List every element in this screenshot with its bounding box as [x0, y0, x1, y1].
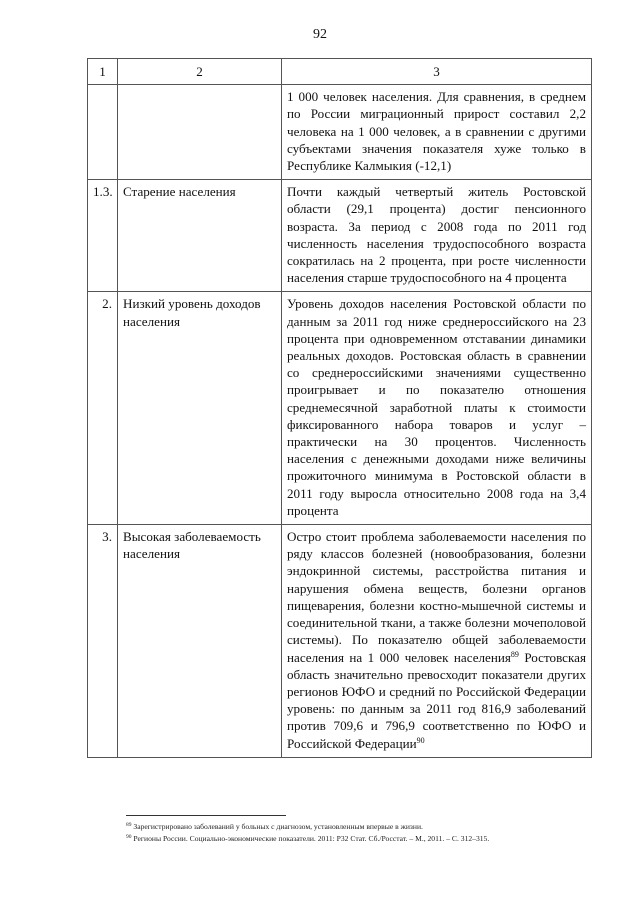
row-description: Почти каждый четвертый житель Ростовской области (29,1 процента) достиг пенсионного возраста. За период с 2008 года по 2011 год численность населения трудоспособного возраста сократилась на 2 процента, при росте численности населения старше трудоспособного на 4 процента — [282, 180, 592, 292]
table-row — [88, 85, 592, 180]
footnote-mark: 89 — [126, 822, 132, 828]
row-description: Уровень доходов населения Ростовской области по данным за 2011 год ниже среднероссийского на 23 процента при одновременном отставании динамики реальных доходов. Ростовская область в сравнении со среднероссийскими значениями существенно проигрывает и по показателю отношения среднемесячной заработной платы к стоимости фиксированного набора товаров и услуг – практически на 30 процентов. Численность населения с денежными доходами ниже величины прожиточного минимума в Ростовской области в 2011 году выросла относительно 2008 года на 3,4 процента — [282, 292, 592, 525]
table-row — [88, 525, 592, 758]
row-description — [282, 525, 592, 758]
row-description: 1 000 человек населения. Для сравнения, в среднем по России миграционный прирост составил 2,2 человека на 1 000 человек, а в сравнении с другими субъектами значения показателя хуже только в Республике Калмыкия (-12,1) — [282, 85, 592, 180]
row-number: 1.3. — [88, 180, 118, 292]
column-header-1: 1 — [88, 59, 118, 85]
footnote-ref-90[interactable]: 90 — [416, 735, 425, 745]
footnote-text: Зарегистрировано заболеваний у больных с диагнозом, установленным впервые в жизни. — [133, 822, 423, 831]
footnote-text: Регионы России. Социально-экономические показатели. 2011: Р32 Стат. Сб./Росстат. – М., 2011. – С. 312–315. — [133, 834, 490, 843]
footnotes — [126, 821, 596, 845]
row-number — [88, 85, 118, 180]
row-number: 2. — [88, 292, 118, 525]
table-row — [88, 292, 592, 525]
description-part-1: Остро стоит проблема заболеваемости населения по ряду классов болезней (новообразования, болезни эндокринной системы, расстройства питания и нарушения обмена веществ, болезни органов пищеварения, болезни костно-мышечной системы и соединительной ткани, а также болезни мочеполовой системы). По показателю общей заболеваемости населения на 1 000 человек населения — [287, 529, 586, 665]
footnote-89 — [126, 821, 596, 833]
footnote-divider — [126, 815, 286, 816]
description-part-2: Ростовская область значительно превосходит показатели других регионов ЮФО и средний по Российской Федерации уровень: по данным за 2011 год 816,9 заболеваний против 709,6 и 796,9 соответственно по ЮФО и Российской Федерации — [287, 649, 586, 751]
row-title: Старение населения — [118, 180, 282, 292]
row-title: Высокая заболеваемость населения — [118, 525, 282, 758]
footnote-ref-89[interactable]: 89 — [510, 649, 519, 659]
problems-table — [87, 58, 592, 758]
table-row — [88, 180, 592, 292]
page-number: 92 — [313, 27, 327, 42]
footnote-mark: 90 — [126, 834, 132, 840]
table-header-row — [88, 59, 592, 85]
column-header-3: 3 — [282, 59, 592, 85]
row-number: 3. — [88, 525, 118, 758]
row-title — [118, 85, 282, 180]
row-title: Низкий уровень доходов населения — [118, 292, 282, 525]
column-header-2: 2 — [118, 59, 282, 85]
footnote-90 — [126, 833, 596, 845]
